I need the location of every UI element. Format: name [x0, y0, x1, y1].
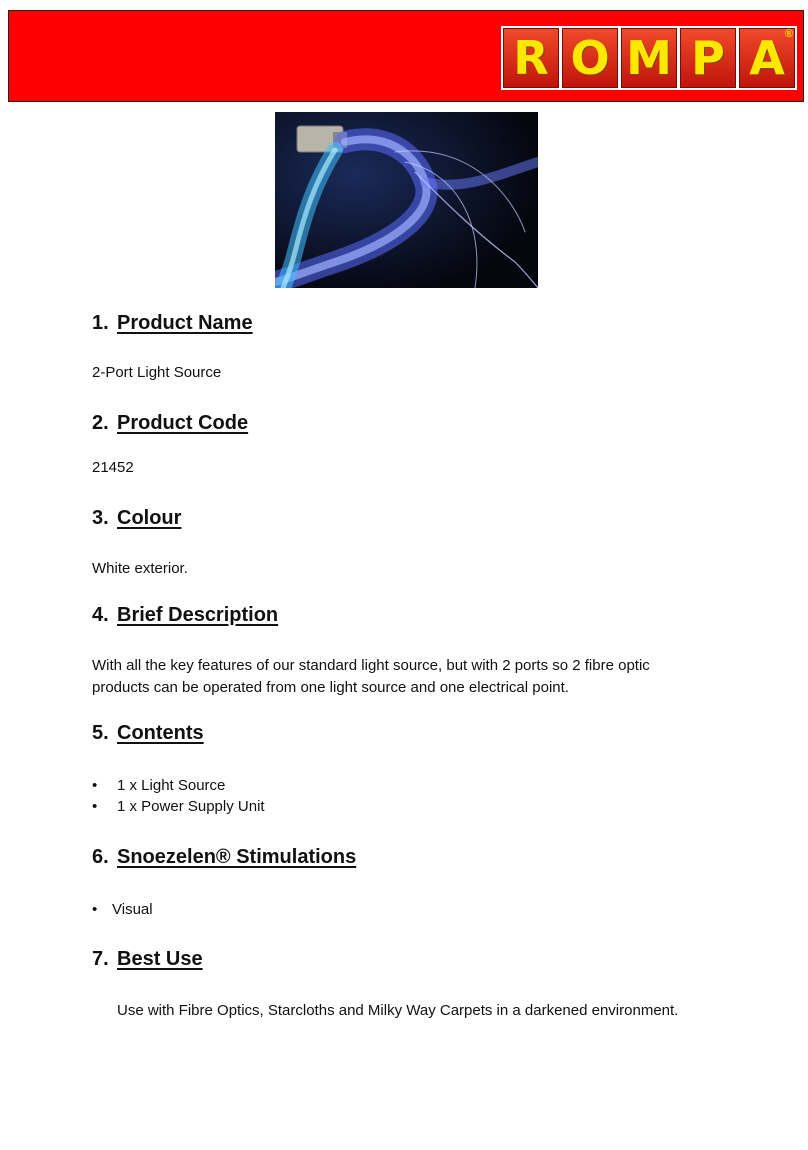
section-title: Product Name	[117, 312, 253, 334]
product-photo	[275, 112, 538, 288]
section-number: 3.	[92, 507, 109, 529]
product-name-value: 2-Port Light Source	[92, 364, 222, 381]
section-title: Colour	[117, 507, 182, 529]
section-heading-snoezelen-stimulations	[92, 846, 356, 869]
logo-letter: M	[621, 28, 677, 88]
product-code-value: 21452	[92, 459, 134, 476]
logo-letter: P	[680, 28, 736, 88]
bullet-icon: •	[92, 901, 98, 918]
contents-list	[92, 775, 265, 817]
bullet-icon: •	[92, 777, 98, 794]
stimulations-list	[92, 899, 153, 920]
section-number: 2.	[92, 412, 109, 434]
section-number: 5.	[92, 722, 109, 744]
best-use-text: Use with Fibre Optics, Starcloths and Milky Way Carpets in a darkened environment.	[117, 1002, 679, 1019]
registered-mark: ®	[784, 28, 793, 40]
section-heading-product-code	[92, 412, 248, 435]
rompa-logo	[501, 26, 797, 90]
section-heading-best-use	[92, 948, 203, 971]
section-title: Best Use	[117, 948, 203, 970]
section-title: Contents	[117, 722, 204, 744]
section-heading-contents	[92, 722, 204, 745]
brief-description-text: With all the key features of our standard light source, but with 2 ports so 2 fibre optic products can be operated from one light source and one electrical point.	[92, 657, 650, 696]
section-title: Brief Description	[117, 604, 279, 626]
section-heading-product-name	[92, 312, 253, 335]
logo-letter: R	[503, 28, 559, 88]
list-item-text: 1 x Light Source	[117, 777, 226, 794]
list-item	[92, 899, 153, 920]
section-heading-colour	[92, 507, 181, 530]
list-item-text: Visual	[112, 901, 153, 918]
header-banner	[8, 10, 804, 102]
list-item	[92, 775, 265, 796]
section-number: 4.	[92, 604, 109, 626]
section-number: 7.	[92, 948, 109, 970]
colour-value: White exterior.	[92, 560, 188, 577]
logo-letter: A	[739, 28, 795, 88]
bullet-icon: •	[92, 798, 98, 815]
section-number: 1.	[92, 312, 109, 334]
section-title: Product Code	[117, 412, 249, 434]
logo-letter: O	[562, 28, 618, 88]
list-item-text: 1 x Power Supply Unit	[117, 798, 265, 815]
section-number: 6.	[92, 846, 109, 868]
list-item	[92, 796, 265, 817]
section-heading-brief-description	[92, 604, 278, 627]
section-title: Snoezelen® Stimulations	[117, 846, 357, 868]
